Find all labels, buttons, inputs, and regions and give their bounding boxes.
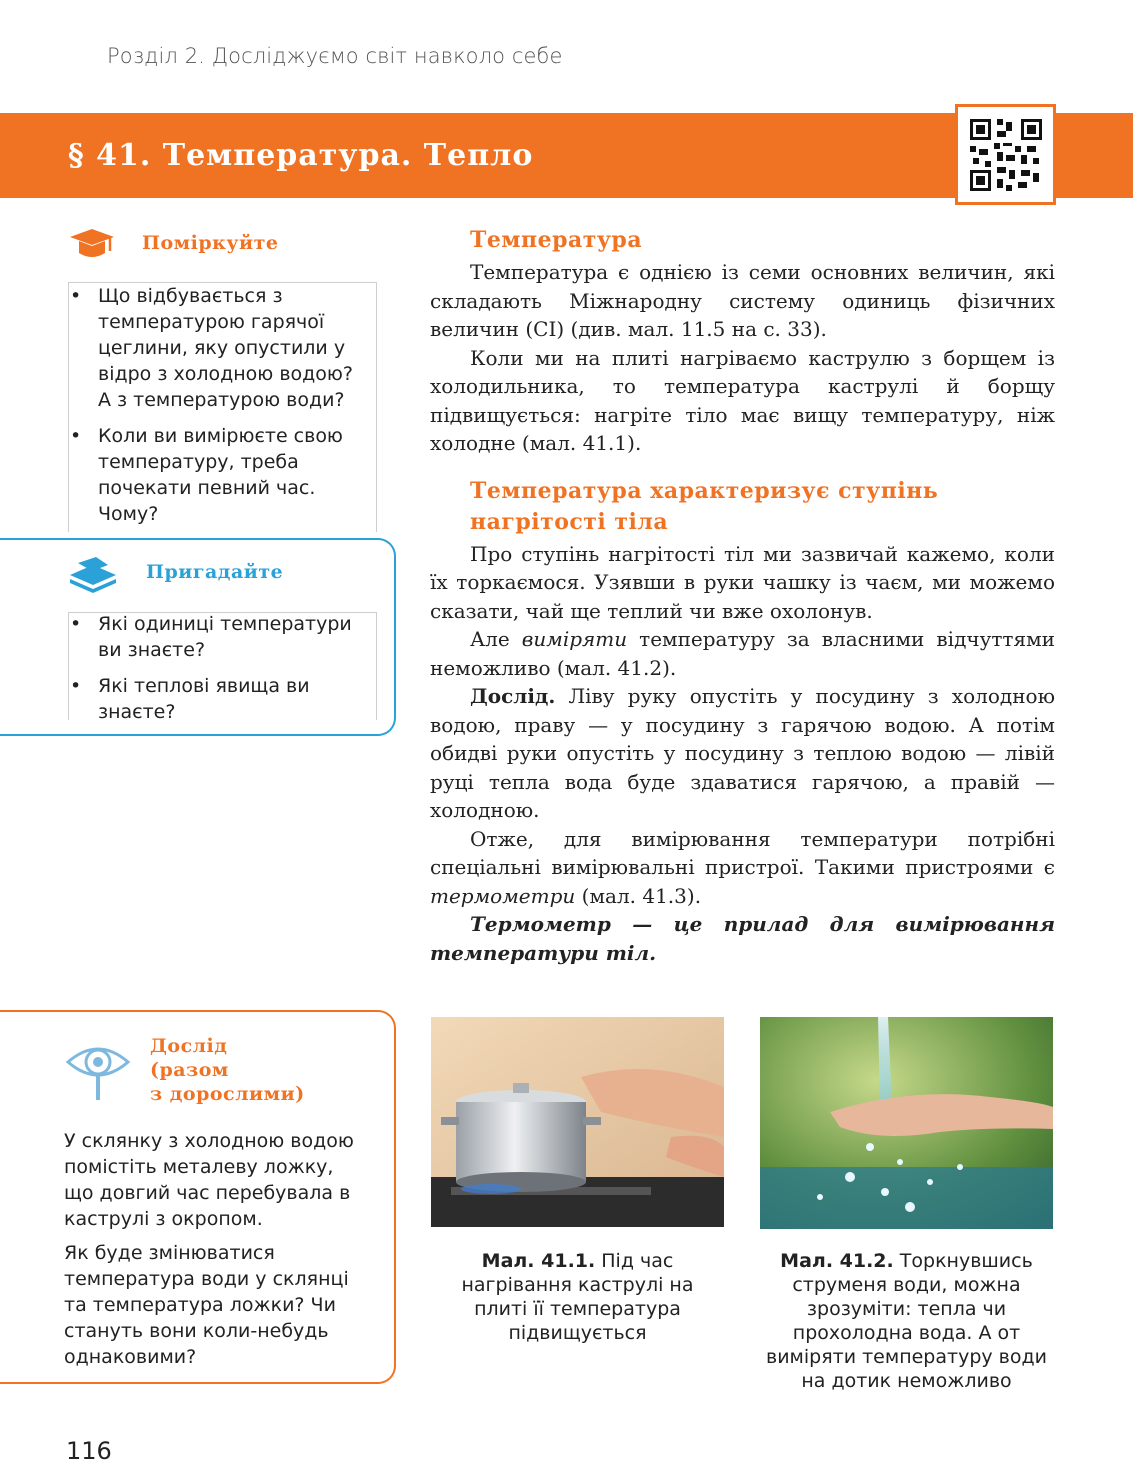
figure-label: Мал. 41.1. [481, 1250, 596, 1272]
paragraph: Коли ми на плиті нагріваємо каструлю з борщем із холодильника, то температура каструлі й борщу підвищується: нагріте тіло має вищу температуру, ніж холодне (мал. 41.1). [430, 345, 1055, 455]
heading-degree [470, 476, 1055, 538]
heading-line: нагрітості тіла [470, 508, 669, 535]
text: Ліву руку опустіть у посудину з холодною водою, праву — у посудину з гарячою водою. А потім обидві руки опустіть у посудину з теплою водою — лівій руці тепла вода буде здаватися гарячою, а правій — холодною. [430, 684, 1055, 822]
paragraph [430, 682, 1055, 825]
definition: Термометр — це прилад для вимірювання температури тіл. [430, 912, 1055, 965]
figure-caption [762, 1249, 1051, 1393]
paragraph: У склянку з холодною водою помістіть металеву ложку, що довгий час перебувала в каструлі з окропом. [64, 1130, 354, 1230]
text: Але [470, 627, 522, 651]
page-number: 116 [66, 1437, 112, 1465]
title-line: (разом [150, 1059, 229, 1081]
bold-lead: Дослід. [470, 684, 556, 708]
photo-hand-water [760, 1017, 1053, 1229]
magnifier-eye-icon [64, 1036, 132, 1104]
paragraph [430, 825, 1055, 911]
text: температуру за власними відчуттями неможливо (мал. 41.2). [430, 627, 1056, 680]
remember-box-title: Пригадайте [146, 561, 284, 583]
list-item: • Що відбувається з температурою гарячої цеглини, яку опустили у відро з холодною водою? А з температурою води? [68, 283, 358, 413]
emphasis: виміряти [521, 627, 628, 651]
paragraph [430, 625, 1055, 682]
figure-label: Мал. 41.2. [780, 1250, 894, 1272]
list-item: • Коли ви вимірюєте свою температуру, треба почекати певний час. Чому? [68, 423, 358, 527]
heading-temperature: Температура [470, 227, 643, 253]
caption-text: Під час нагрівання каструлі на плиті її температура підвищується [461, 1250, 694, 1344]
qr-code-icon [970, 119, 1042, 191]
emphasis: термометри [430, 883, 576, 908]
paragraph: Як буде змінюватися температура води у склянці та температура ложки? Чи стануть вони коли-небудь однаковими? [64, 1242, 349, 1368]
main-text [430, 225, 1055, 967]
list-item: • Які одиниці температури ви знаєте? [68, 611, 358, 663]
divider [376, 282, 377, 532]
text: Отже, для вимірювання температури потрібні спеціальні вимірювальні пристрої. Такими пристроями є [430, 826, 1055, 879]
experiment-text [64, 1128, 362, 1370]
qr-code[interactable] [955, 104, 1056, 205]
section-title: § 41. Температура. Тепло [68, 138, 534, 173]
text: (мал. 41.3). [575, 883, 702, 908]
caption-text: Торкнувшись струменя води, можна зрозуміти: тепла чи прохолодна вода. А от виміряти температуру води на дотик неможливо [766, 1250, 1047, 1392]
title-line: з дорослими) [150, 1083, 305, 1105]
think-box-title: Поміркуйте [142, 232, 279, 254]
think-box-list [68, 283, 358, 537]
list-item: • Які теплові явища ви знаєте? [68, 673, 358, 725]
experiment-box-title [150, 1034, 305, 1106]
book-icon [68, 555, 118, 595]
running-head: Розділ 2. Досліджуємо світ навколо себе [107, 44, 563, 68]
remember-box-list [68, 611, 358, 735]
graduation-cap-icon [68, 227, 116, 265]
title-line: Дослід [150, 1035, 228, 1057]
divider [376, 612, 377, 720]
heading-line: Температура характеризує ступінь [470, 477, 939, 504]
paragraph: Температура є однією із семи основних величин, які складають Міжнародну систему одиниць фізичних величин (СІ) (див. мал. 11.5 на с. 33). [430, 260, 1055, 341]
figure-caption [433, 1249, 722, 1345]
paragraph: Про ступінь нагрітості тіл ми зазвичай кажемо, коли їх торкаємося. Узявши в руки чашку із чаєм, ми можемо сказати, чай ще теплий чи вже охолонув. [430, 541, 1055, 623]
photo-pot-on-stove [431, 1017, 724, 1227]
